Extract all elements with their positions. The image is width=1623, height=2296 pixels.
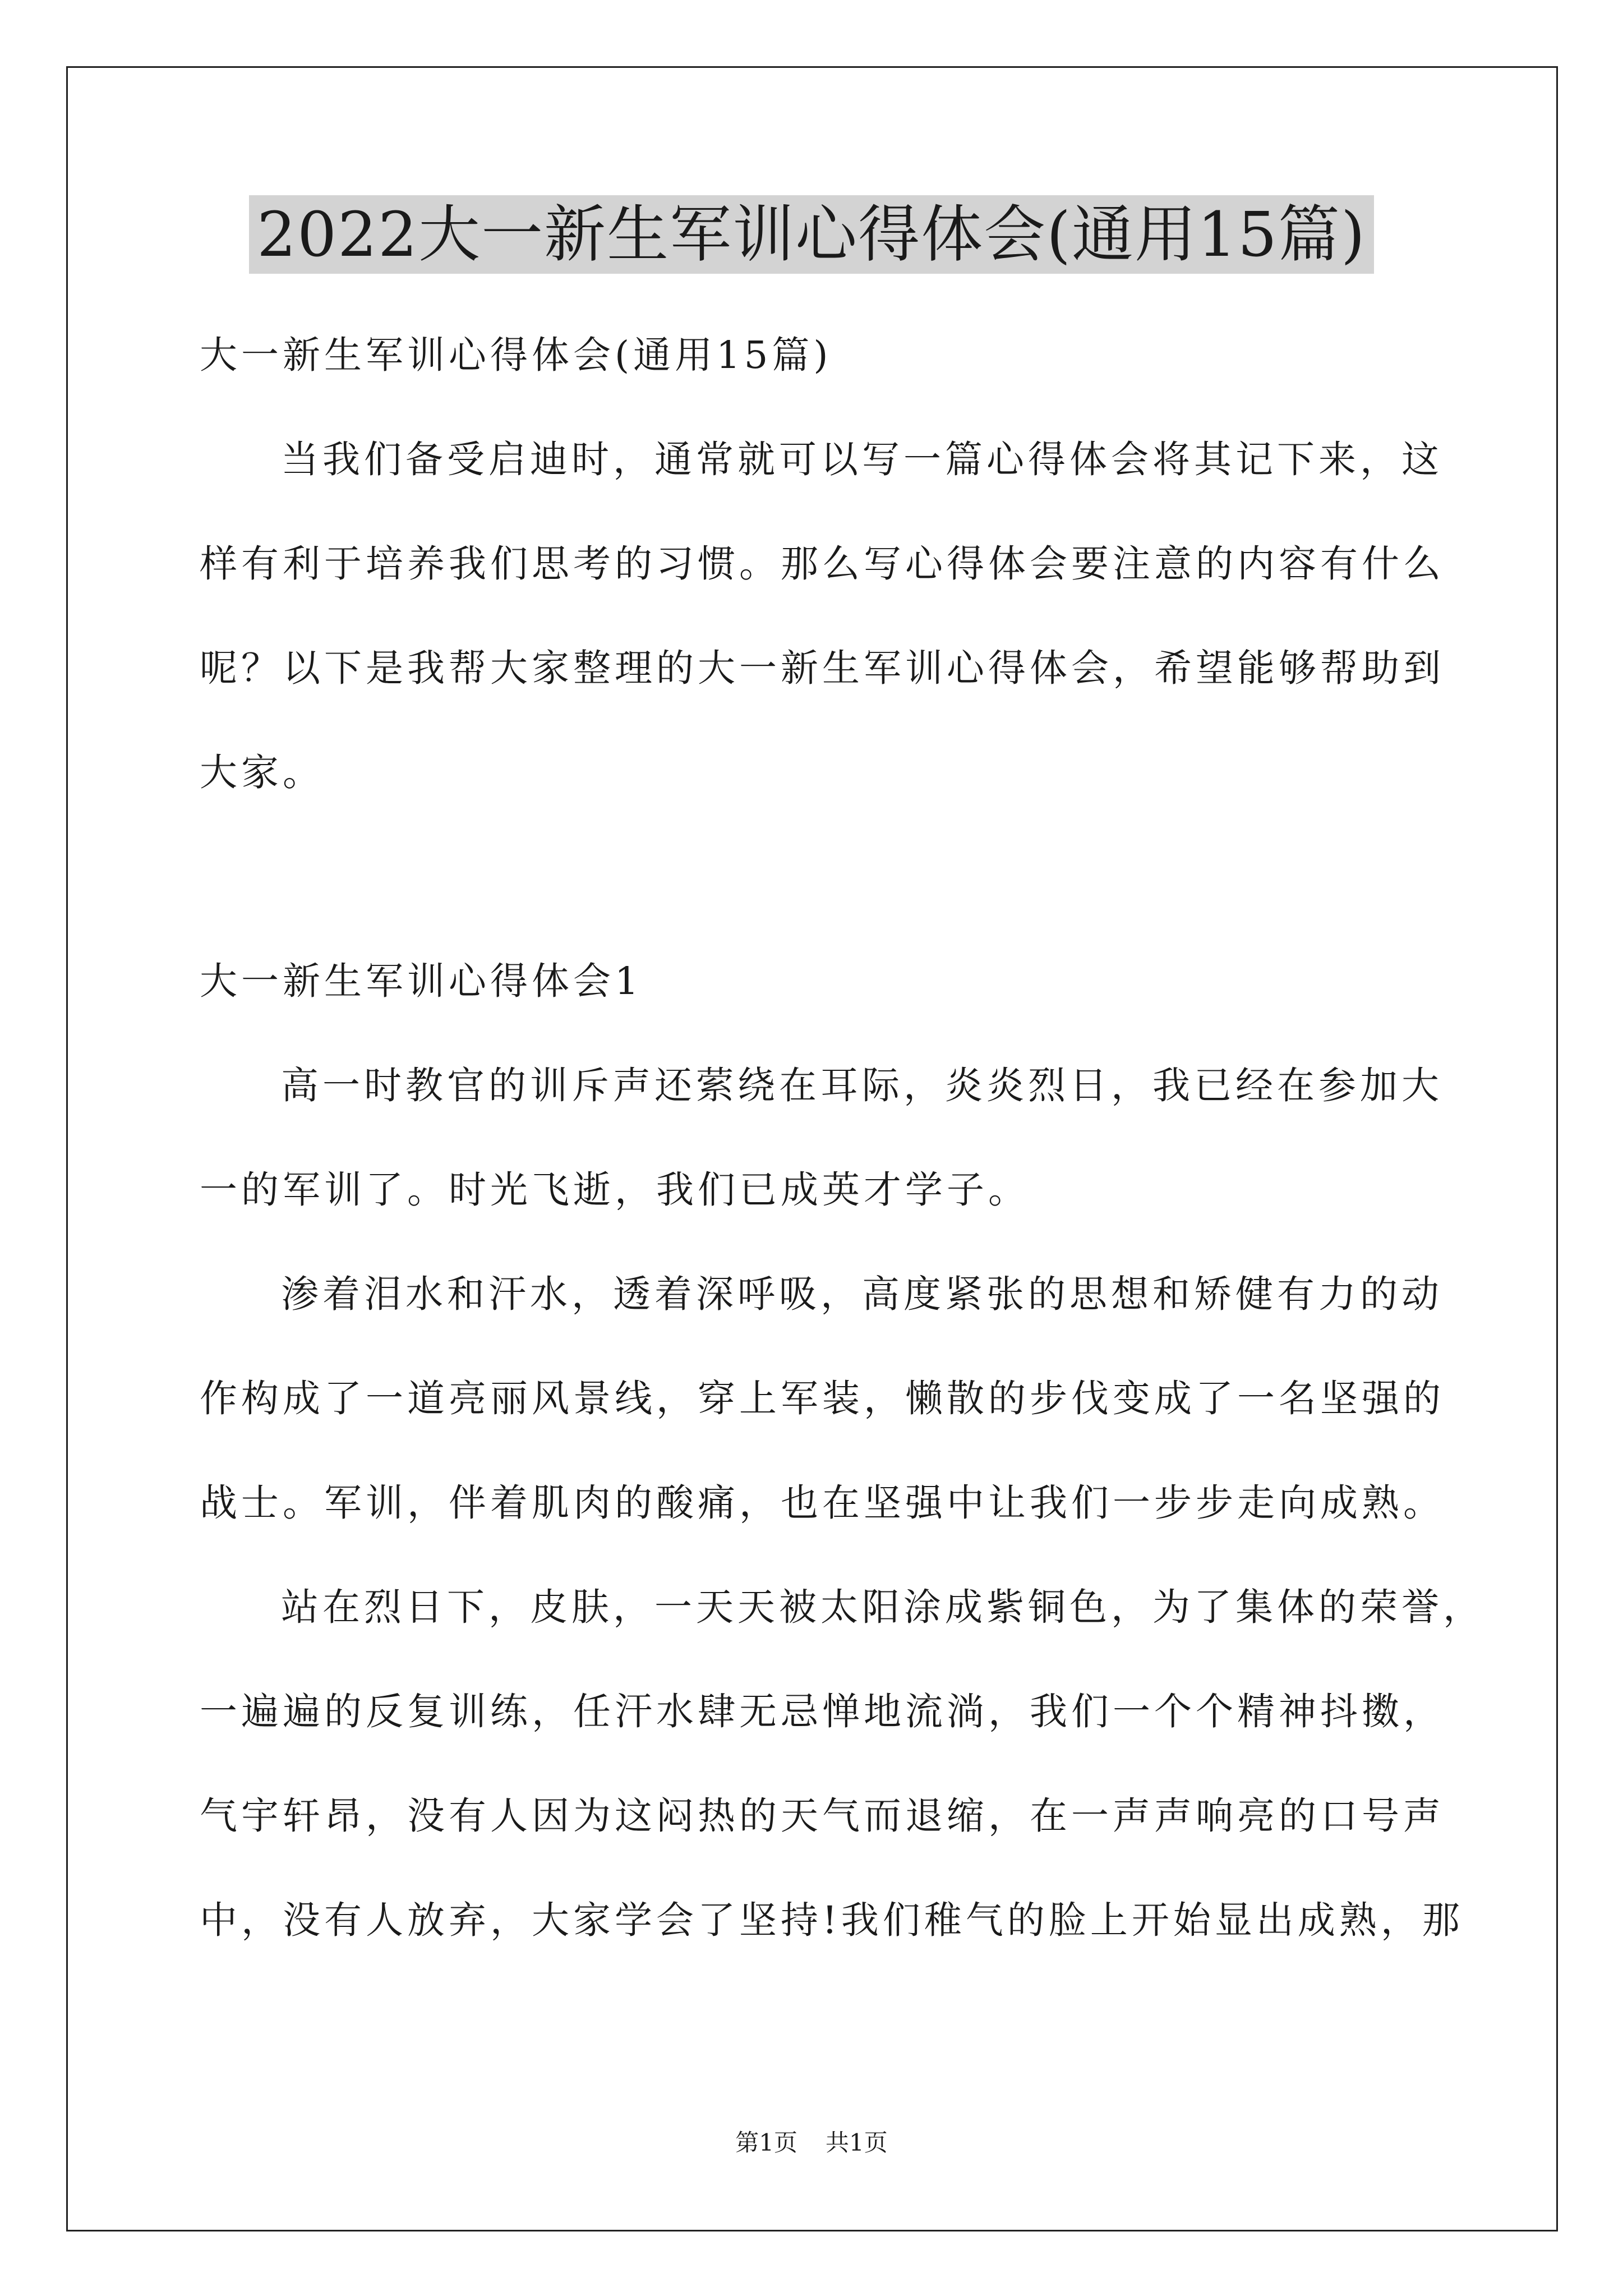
section-heading: 大一新生军训心得体会1 xyxy=(200,959,643,1003)
paragraph-line: 一的军训了。时光飞逝，我们已成英才学子。 xyxy=(200,1168,1030,1212)
paragraph-line: 战士。军训，伴着肌肉的酸痛，也在坚强中让我们一步步走向成熟。 xyxy=(200,1481,1445,1525)
intro-line: 当我们备受启迪时，通常就可以写一篇心得体会将其记下来，这 xyxy=(281,438,1443,481)
paragraph-line: 高一时教官的训斥声还萦绕在耳际，炎炎烈日，我已经在参加大 xyxy=(281,1064,1443,1107)
intro-line: 呢？以下是我帮大家整理的大一新生军训心得体会，希望能够帮助到 xyxy=(200,646,1445,690)
document-body xyxy=(200,303,1484,1972)
intro-line: 样有利于培养我们思考的习惯。那么写心得体会要注意的内容有什么 xyxy=(200,542,1445,586)
blank-line xyxy=(200,825,1433,929)
title-container xyxy=(0,195,1623,274)
paragraph-line: 渗着泪水和汗水，透着深呼吸，高度紧张的思想和矫健有力的动 xyxy=(281,1272,1443,1316)
paragraph-line: 气宇轩昂，没有人因为这闷热的天气而退缩，在一声声响亮的口号声 xyxy=(200,1794,1445,1838)
page-footer xyxy=(0,2126,1623,2160)
paragraph-line: 一遍遍的反复训练，任汗水肆无忌惮地流淌，我们一个个精神抖擞， xyxy=(200,1690,1445,1733)
intro-line: 大家。 xyxy=(200,751,324,794)
paragraph-line: 站在烈日下，皮肤，一天天被太阳涂成紫铜色，为了集体的荣誉， xyxy=(281,1585,1484,1629)
page-number-current: 第1页 xyxy=(735,2129,797,2156)
paragraph-line: 作构成了一道亮丽风景线，穿上军装，懒散的步伐变成了一名坚强的 xyxy=(200,1377,1445,1420)
page-number-total: 共1页 xyxy=(826,2129,888,2156)
document-subtitle: 大一新生军训心得体会(通用15篇) xyxy=(200,333,832,377)
paragraph-line: 中，没有人放弃，大家学会了坚持!我们稚气的脸上开始显出成熟，那 xyxy=(200,1898,1464,1942)
document-title: 2022大一新生军训心得体会(通用15篇) xyxy=(249,195,1374,274)
